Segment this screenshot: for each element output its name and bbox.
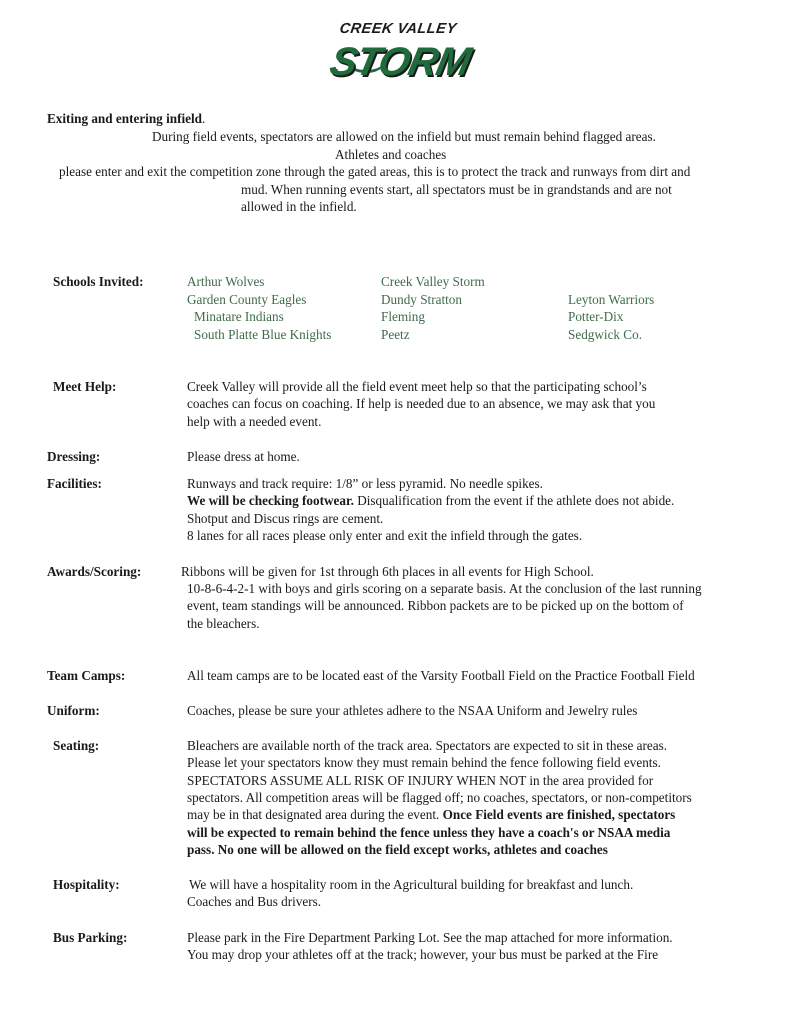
facilities-line-4: 8 lanes for all races please only enter and exit the infield through the gates. <box>187 528 583 543</box>
school-south-platte-blue-knights: South Platte Blue Knights <box>194 327 332 342</box>
uniform-text: Coaches, please be sure your athletes adhere to the NSAA Uniform and Jewelry rules <box>187 703 638 718</box>
team-camps-label: Team Camps: <box>47 668 126 683</box>
meet-help-line-1: Creek Valley will provide all the field event meet help so that the participating school’s <box>187 379 647 394</box>
team-camps-text: All team camps are to be located east of the Varsity Football Field on the Practice Football Field <box>187 668 695 683</box>
school-creek-valley-storm: Creek Valley Storm <box>381 274 485 289</box>
meet-help-line-3: help with a needed event. <box>187 414 322 429</box>
exiting-line-1: During field events, spectators are allowed on the infield but must remain behind flagged areas. <box>152 129 656 144</box>
creek-valley-storm-logo <box>312 18 484 94</box>
seating-label: Seating: <box>53 738 100 753</box>
school-fleming: Fleming <box>381 309 425 324</box>
schools-invited-label: Schools Invited: <box>53 274 144 289</box>
school-leyton-warriors: Leyton Warriors <box>568 292 655 307</box>
seating-line-2: Please let your spectators know they must remain behind the fence following field events. <box>187 755 661 770</box>
seating-line-6: will be expected to remain behind the fence unless they have a coach's or NSAA media <box>187 825 671 840</box>
school-arthur-wolves: Arthur Wolves <box>187 274 265 289</box>
seating-line-5: may be in that designated area during the event. Once Field events are finished, spectators <box>187 807 676 822</box>
exiting-line-5: allowed in the infield. <box>241 199 357 214</box>
exiting-line-4: mud. When running events start, all spectators must be in grandstands and are not <box>241 182 672 197</box>
school-garden-county-eagles: Garden County Eagles <box>187 292 307 307</box>
hospitality-label: Hospitality: <box>53 877 120 892</box>
seating-line-4: spectators. All competition areas will be flagged off; no coaches, spectators, or non-competitors <box>187 790 692 805</box>
seating-line-7: pass. No one will be allowed on the field except works, athletes and coaches <box>187 842 608 857</box>
bus-parking-label: Bus Parking: <box>53 930 128 945</box>
awards-line-2: 10-8-6-4-2-1 with boys and girls scoring on a separate basis. At the conclusion of the last running <box>187 581 702 596</box>
hospitality-line-2: Coaches and Bus drivers. <box>187 894 322 909</box>
logo-top-text: CREEK VALLEY <box>338 21 458 37</box>
dressing-label: Dressing: <box>47 449 101 464</box>
awards-line-1: Ribbons will be given for 1st through 6th places in all events for High School. <box>181 564 594 579</box>
school-minatare-indians: Minatare Indians <box>194 309 284 324</box>
facilities-line-1: Runways and track require: 1/8” or less pyramid. No needle spikes. <box>187 476 543 491</box>
bus-parking-line-2: You may drop your athletes off at the track; however, your bus must be parked at the Fire <box>187 947 659 962</box>
facilities-label: Facilities: <box>47 476 102 491</box>
seating-line-3: SPECTATORS ASSUME ALL RISK OF INJURY WHEN NOT in the area provided for <box>187 773 654 788</box>
meet-help-line-2: coaches can focus on coaching. If help is needed due to an absence, we may ask that you <box>187 396 656 411</box>
school-peetz: Peetz <box>381 327 410 342</box>
uniform-label: Uniform: <box>47 703 100 718</box>
meet-help-label: Meet Help: <box>53 379 117 394</box>
school-sedgwick-co: Sedgwick Co. <box>568 327 642 342</box>
hospitality-line-1: We will have a hospitality room in the Agricultural building for breakfast and lunch. <box>189 877 634 892</box>
facilities-line-3: Shotput and Discus rings are cement. <box>187 511 384 526</box>
facilities-line-2: We will be checking footwear. Disqualification from the event if the athlete does not abide. <box>187 493 675 508</box>
exiting-heading: Exiting and entering infield. <box>47 111 206 126</box>
awards-line-4: the bleachers. <box>187 616 260 631</box>
dressing-text: Please dress at home. <box>187 449 300 464</box>
awards-line-3: event, team standings will be announced. Ribbon packets are to be picked up on the bottom of <box>187 598 684 613</box>
seating-line-1: Bleachers are available north of the track area. Spectators are expected to sit in these areas. <box>187 738 668 753</box>
awards-scoring-label: Awards/Scoring: <box>47 564 142 579</box>
school-potter-dix: Potter-Dix <box>568 309 624 324</box>
logo-main-text: STORM <box>325 40 475 84</box>
exiting-line-2: Athletes and coaches <box>335 147 447 162</box>
school-dundy-stratton: Dundy Stratton <box>381 292 462 307</box>
exiting-line-3: please enter and exit the competition zone through the gated areas, this is to protect the track and runways from dirt and <box>59 164 691 179</box>
bus-parking-line-1: Please park in the Fire Department Parking Lot. See the map attached for more information. <box>187 930 673 945</box>
